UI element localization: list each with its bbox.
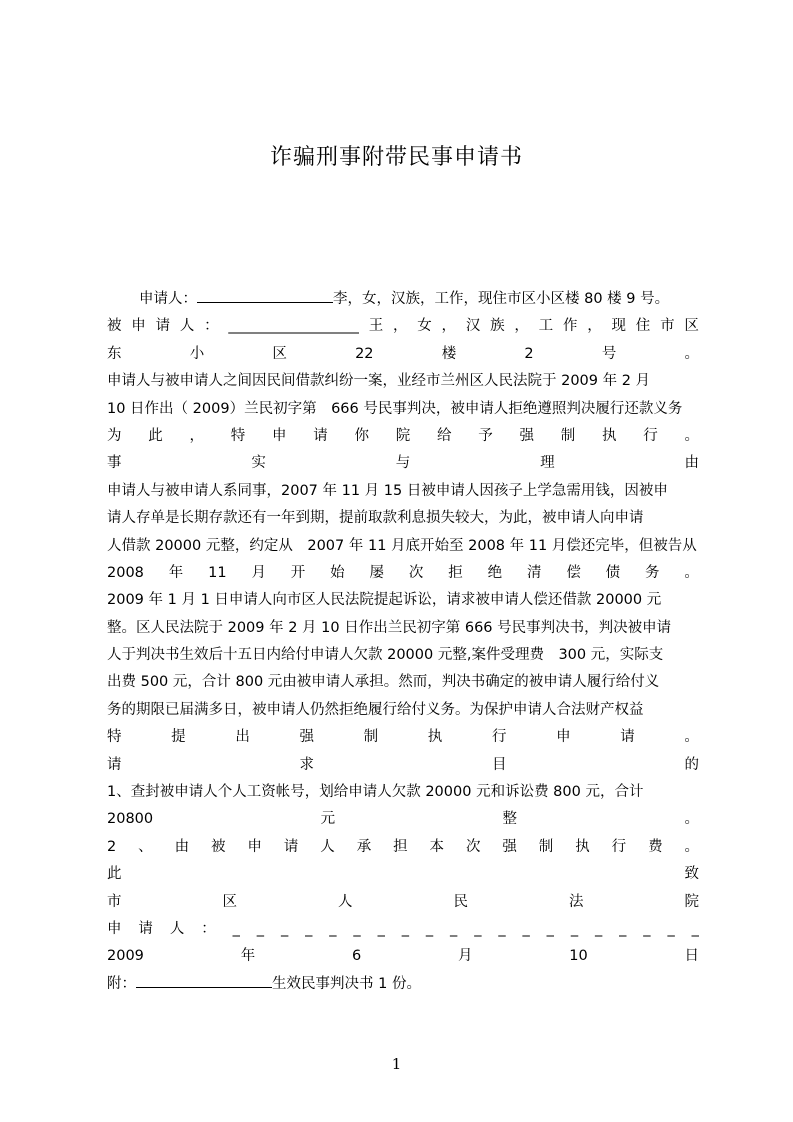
text-token: 日 <box>684 948 699 965</box>
text-token: 为 <box>107 427 122 444</box>
text-token: _ <box>474 920 482 937</box>
request-item-1-cont <box>107 806 699 833</box>
text-token: 人 <box>169 920 185 937</box>
respondent-line <box>107 313 699 340</box>
text-token: 请 <box>107 756 122 773</box>
text-token: 理 <box>540 455 555 472</box>
text-token: 市 <box>660 318 675 335</box>
text-token: 请 <box>313 427 328 444</box>
facts-heading <box>107 450 699 477</box>
text-token: _ <box>425 920 434 937</box>
signature-line <box>107 916 699 943</box>
text-token: 11 <box>208 564 227 581</box>
text-token: 清 <box>526 564 542 581</box>
text-token: 人 <box>179 318 195 335</box>
text-token: _ <box>377 920 385 937</box>
text-token: 制 <box>560 427 576 444</box>
text-token: ， <box>587 318 602 335</box>
applicant-details: 李，女，汉族，工作，现住市区小区楼 80 楼 9 号。 <box>333 291 670 307</box>
text-token: 请 <box>620 729 635 746</box>
text-token: 整 <box>502 811 518 828</box>
text-token: 人 <box>320 838 335 855</box>
text-token: _ <box>546 920 554 937</box>
paragraph-line: 10 日作出（ 2009）兰民初字第 666 号民事判决，被申请人拒绝遵照判决履行还款义务 <box>107 400 683 417</box>
applicant-line <box>107 286 699 313</box>
text-token: 行 <box>491 729 507 746</box>
text-token: 强 <box>519 427 534 444</box>
text-token: 女 <box>417 318 432 335</box>
text-token: 次 <box>465 838 481 855</box>
paragraph-line: 申请人与被申请人系同事，2007 年 11 月 15 日被申请人因孩子上学急需用钱，因被申 <box>107 482 668 499</box>
text-token: 承 <box>356 838 372 855</box>
text-token: 目 <box>492 756 507 773</box>
text-token: 执 <box>575 838 590 855</box>
text-token: 民 <box>453 893 468 910</box>
text-token: _ <box>305 920 313 937</box>
text-token: 实 <box>251 455 266 472</box>
text-token: 20800 <box>107 811 154 828</box>
attachment-line <box>107 971 699 998</box>
text-token: 出 <box>235 729 250 746</box>
text-token: __________________ <box>228 318 359 335</box>
applicant-label: 申请人： <box>139 291 197 307</box>
text-token: 申 <box>247 838 262 855</box>
attachment-label: 附： <box>107 975 136 992</box>
text-token: 。 <box>684 729 699 746</box>
text-token: 申 <box>131 318 146 335</box>
document-title: 诈骗刑事附带民事申请书 <box>269 145 523 170</box>
text-token: 偿 <box>566 564 581 581</box>
text-token: 本 <box>429 838 445 855</box>
request-item-2 <box>107 834 699 861</box>
paragraph-line: 人于判决书生效后十五日内给付申请人欠款 20000 元整,案件受理费 300 元，实际支 <box>107 647 664 664</box>
text-token: 王 <box>368 318 384 335</box>
attachment-blank <box>136 972 272 988</box>
text-token: 强 <box>502 838 517 855</box>
text-token: 。 <box>684 345 699 362</box>
paragraph-line: 出费 500 元，合计 800 元由被申请人承担。然而，判决书确定的被申请人履行给付义 <box>107 674 660 691</box>
text-token: 行 <box>643 427 658 444</box>
paragraph-line: 务的期限已届满多日，被申请人仍然拒绝履行给付义务。为保护申请人合法财产权益 <box>107 701 644 718</box>
text-token: 制 <box>538 838 554 855</box>
respondent-address-line <box>107 341 699 368</box>
paragraph-line-justified <box>107 560 699 587</box>
text-token: _ <box>329 920 337 937</box>
text-token: 被 <box>107 318 122 335</box>
text-token: 族 <box>490 318 505 335</box>
salutation-line <box>107 861 699 888</box>
text-token: 特 <box>107 729 122 746</box>
text-token: 致 <box>684 866 699 883</box>
text-token: _ <box>232 920 240 937</box>
court-line <box>107 889 699 916</box>
text-token: 元 <box>320 811 336 828</box>
text-token: 申 <box>107 920 122 937</box>
text-token: 2 <box>107 838 117 855</box>
text-token: _ <box>691 920 699 937</box>
text-token: 强 <box>299 729 314 746</box>
request-item-1: 1、查封被申请人个人工资帐号，划给申请人欠款 20000 元和诉讼费 800 元，合计 <box>107 784 644 801</box>
request-line <box>107 423 699 450</box>
text-token: 此 <box>107 866 122 883</box>
text-token: 执 <box>427 729 443 746</box>
text-token: 年 <box>168 564 184 581</box>
text-token: 区 <box>684 318 699 335</box>
text-token: 请 <box>155 318 171 335</box>
text-token: 行 <box>611 838 627 855</box>
text-token: 费 <box>648 838 663 855</box>
text-token: 与 <box>395 455 411 472</box>
text-token: 、 <box>138 838 153 855</box>
text-token: _ <box>498 920 506 937</box>
text-token: 院 <box>684 893 699 910</box>
text-token: _ <box>667 920 675 937</box>
applicant-name-blank <box>197 287 333 303</box>
text-token: 月 <box>457 948 473 965</box>
text-token: 申 <box>272 427 287 444</box>
text-token: 区 <box>222 893 237 910</box>
page-number: 1 <box>391 1055 402 1073</box>
text-token: 给 <box>437 427 452 444</box>
text-token: 此 <box>148 427 163 444</box>
text-token: 东 <box>107 345 122 362</box>
text-token: 绝 <box>487 564 503 581</box>
text-token: 务 <box>645 564 660 581</box>
text-token: 屡 <box>369 564 385 581</box>
text-token: 人 <box>338 893 353 910</box>
date-line <box>107 943 699 970</box>
text-token: 制 <box>363 729 379 746</box>
text-token: _ <box>643 920 651 937</box>
text-token: _ <box>353 920 361 937</box>
text-token: _ <box>256 920 265 937</box>
text-token: 由 <box>684 455 699 472</box>
text-token: 院 <box>395 427 411 444</box>
text-token: 2009 <box>107 948 144 965</box>
text-token: 请 <box>283 838 299 855</box>
paragraph-line: 请人存单是长期存款还有一年到期，提前取款利息损失较大，为此，被申请人向申请 <box>107 510 644 527</box>
text-token: 现 <box>611 318 626 335</box>
text-token: 区 <box>272 345 287 362</box>
text-token: 开 <box>290 564 306 581</box>
text-token: 作 <box>562 318 578 335</box>
text-token: 年 <box>240 948 256 965</box>
text-token: 予 <box>478 427 493 444</box>
paragraph-line: 2009 年 1 月 1 日申请人向市区人民法院提起诉讼，请求被申请人偿还借款 20000 元 <box>107 592 662 609</box>
text-token: 。 <box>684 838 699 855</box>
text-token: 小 <box>189 345 205 362</box>
text-token: 债 <box>605 564 621 581</box>
text-token: _ <box>280 920 289 937</box>
text-token: 号 <box>601 345 617 362</box>
text-token: 市 <box>107 893 122 910</box>
text-token: ： <box>204 318 219 335</box>
text-token: 法 <box>569 893 584 910</box>
text-token: 由 <box>174 838 190 855</box>
text-token: 的 <box>684 756 699 773</box>
text-token: 次 <box>408 564 424 581</box>
text-token: 提 <box>171 729 186 746</box>
text-token: ， <box>514 318 529 335</box>
text-token: _ <box>619 920 627 937</box>
text-token: 事 <box>107 455 122 472</box>
text-token: 请 <box>138 920 153 937</box>
text-token: 申 <box>556 729 571 746</box>
document-body <box>107 286 699 998</box>
text-token: 被 <box>211 838 226 855</box>
attachment-text: 生效民事判决书 1 份。 <box>272 975 421 992</box>
text-token: 执 <box>602 427 617 444</box>
text-token: _ <box>570 920 579 937</box>
paragraph-line: 整。区人民法院于 2009 年 2 月 10 日作出兰民初字第 666 号民事判决书，判决被申请 <box>107 619 672 636</box>
text-token: 楼 <box>441 345 457 362</box>
text-token: 拒 <box>448 564 463 581</box>
text-token: 始 <box>330 564 345 581</box>
text-token: 汉 <box>465 318 481 335</box>
text-token: ， <box>189 427 204 444</box>
text-token: ， <box>441 318 457 335</box>
text-token: 你 <box>354 427 369 444</box>
text-token: 2 <box>524 345 534 362</box>
request-purpose-heading <box>107 752 699 779</box>
text-token: _ <box>594 920 603 937</box>
text-token: 求 <box>299 756 314 773</box>
text-token: 担 <box>393 838 408 855</box>
text-token: 特 <box>230 427 246 444</box>
text-token: 。 <box>684 427 699 444</box>
text-token: ， <box>392 318 408 335</box>
paragraph-line-justified <box>107 724 699 751</box>
text-token: _ <box>401 920 409 937</box>
text-token: 。 <box>684 811 699 828</box>
text-token: 2008 <box>107 564 144 581</box>
text-token: 月 <box>251 564 266 581</box>
text-token: 6 <box>351 948 362 965</box>
text-token: _ <box>450 920 458 937</box>
text-token: 工 <box>538 318 554 335</box>
paragraph-line: 申请人与被申请人之间因民间借款纠纷一案，业经市兰州区人民法院于 2009 年 2 月 <box>107 373 651 390</box>
text-token: 。 <box>684 564 699 581</box>
text-token: ： <box>201 920 216 937</box>
text-token: 住 <box>635 318 651 335</box>
text-token: _ <box>522 920 530 937</box>
text-token: 22 <box>355 345 374 362</box>
text-token: 10 <box>569 948 588 965</box>
paragraph-line: 人借款 20000 元整，约定从 2007 年 11 月底开始至 2008 年 11 月偿还完毕，但被告从 <box>107 537 697 554</box>
